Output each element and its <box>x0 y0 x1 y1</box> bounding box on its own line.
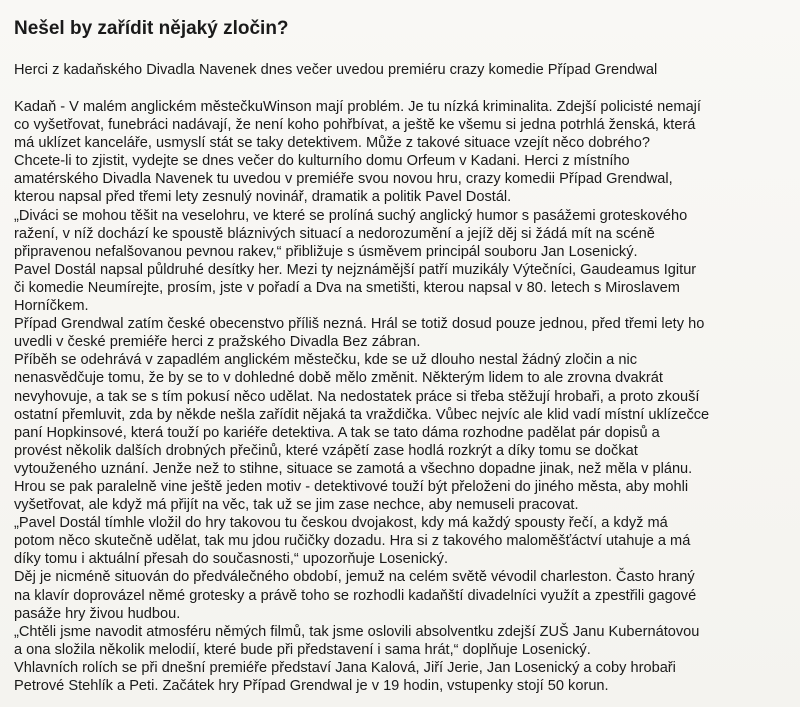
article-line: na klavír doprovázel němé grotesky a právě toho se rozhodli kadaňští divadelníci využít a zpestřili gagové <box>14 587 697 604</box>
article-line: Chcete-li to zjistit, vydejte se dnes večer do kulturního domu Orfeum v Kadani. Herci z místního <box>14 153 630 170</box>
article-line: či komedie Neumírejte, prosím, jste v pořadí a Dva na smetišti, kterou napsal v 80. letech s Miroslavem <box>14 279 680 296</box>
article-line: potom něco skutečně udělat, tak mu jdou ručičky dozadu. Hra si z takového maloměšťáctví utahuje a má <box>14 533 691 550</box>
article-line: Děj je nicméně situován do předválečného období, jemuž na celém světě vévodil charleston. Často hraný <box>14 569 695 586</box>
article-line: Vhlavních rolích se při dnešní premiéře představí Jana Kalová, Jiří Jerie, Jan Losenický a coby hrobaři <box>14 659 676 676</box>
article-headline: Nešel by zařídit nějaký zločin? <box>14 18 289 39</box>
article-line: ostatní přemluvit, zda by někde nešla zařídit nějaká ta vraždička. Vůbec nejvíc ale klid vadí místní uklízečce <box>14 406 710 423</box>
article-line: díky tomu i aktuální přesah do současnosti,“ upozorňuje Losenický. <box>14 551 449 568</box>
article-line: provést několik dalších drobných přečinů, které vzápětí zase hodlá rozkrýt a díky tomu se dočkat <box>14 442 638 459</box>
article-line: paní Hopkinsové, která touží po kariéře detektiva. A tak se tato dáma rozhodne padělat pár dopisů a <box>14 424 660 441</box>
article-line: nenasvědčuje tomu, že by se to v dohledné době mělo změnit. Některým lidem to ale zrovna dvakrát <box>14 370 663 387</box>
article-body <box>14 98 794 695</box>
article-line: „Diváci se mohou těšit na veselohru, ve které se prolíná suchý anglický humor s pasážemi groteskového <box>14 207 688 224</box>
article-line: uvedli v české premiéře herci z pražského Divadla Bez zábran. <box>14 334 421 351</box>
article-line: nevyhovuje, a tak se s tím pokusí něco udělat. Na nedostatek práce si třeba stěžují hrobaři, a proto zkouší <box>14 388 700 405</box>
article-line: amatérského Divadla Navenek tu uvedou v premiéře svou novou hru, crazy komedii Případ Grendwal, <box>14 171 673 188</box>
article-line: a ona složila několik melodií, které bude při představení i sama hrát,“ doplňuje Losenický. <box>14 641 591 658</box>
article-subtitle: Herci z kadaňského Divadla Navenek dnes večer uvedou premiéru crazy komedie Případ Grendwal <box>14 62 658 78</box>
article-line: má uklízet kanceláře, usmyslí stát se taky detektivem. Může z takové situace vzejít něco dobrého? <box>14 135 650 152</box>
article-line: připravenou nefalšovanou pevnou rakev,“ přibližuje s úsměvem principál souboru Jan Losenický. <box>14 243 638 260</box>
article-line: co vyšetřovat, funebráci nadávají, že není koho pohřbívat, a ještě ke všemu si jedna potrhlá ženská, která <box>14 117 696 134</box>
article-line: kterou napsal před třemi lety zesnulý novinář, dramatik a politik Pavel Dostál. <box>14 189 512 206</box>
article-line: Případ Grendwal zatím české obecenstvo příliš nezná. Hrál se totiž dosud pouze jednou, před třemi lety ho <box>14 316 705 333</box>
article-line: Pavel Dostál napsal půldruhé desítky her. Mezi ty nejznámější patří muzikály Výtečníci, Gaudeamus Igitur <box>14 261 697 278</box>
article-line: Horníčkem. <box>14 298 89 315</box>
article-line: vytouženého uznání. Jenže než to stihne, situace se zamotá a všechno dopadne jinak, než měla v plánu. <box>14 460 693 477</box>
article-line: „Chtěli jsme navodit atmosféru němých filmů, tak jsme oslovili absolventku zdejší ZUŠ Janu Kubernátovou <box>14 623 700 640</box>
article-line: Kadaň - V malém anglickém městečkuWinson mají problém. Je tu nízká kriminalita. Zdejší policisté nemají <box>14 99 701 115</box>
article-line: pasáže hry živou hudbou. <box>14 605 181 622</box>
article-line: ražení, v níž dochází ke spoustě bláznivých situací a nedorozumění a jejíž děj si žádá mít na scéně <box>14 225 655 242</box>
article-line: Hrou se pak paralelně vine ještě jeden motiv - detektivové touží být přeloženi do jiného města, aby mohli <box>14 478 689 495</box>
article-line: Příběh se odehrává v zapadlém anglickém městečku, kde se už dlouho nestal žádný zločin a nic <box>14 352 638 369</box>
article-line: Petrové Stehlík a Peti. Začátek hry Případ Grendwal je v 19 hodin, vstupenky stojí 50 korun. <box>14 678 609 694</box>
article-line: vyšetřovat, ale když má přijít na věc, tak už se jim zase nechce, aby nemuseli pracovat. <box>14 497 579 514</box>
article-line: „Pavel Dostál tímhle vložil do hry takovou tu českou dvojakost, kdy má každý spousty řečí, a když má <box>14 515 668 532</box>
